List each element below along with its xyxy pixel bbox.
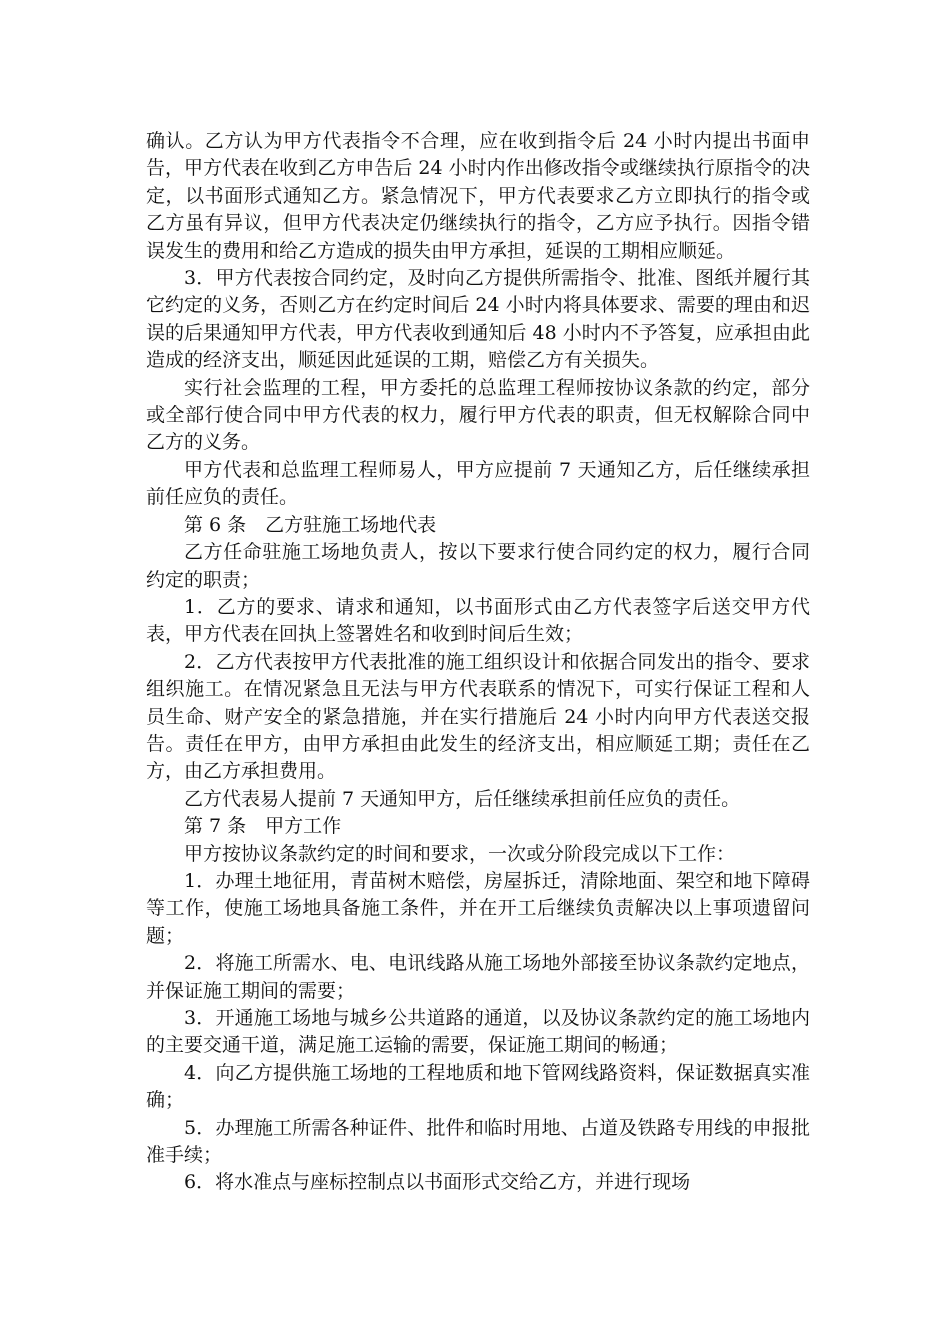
section-heading-article-7: 第 7 条 甲方工作 xyxy=(184,815,342,838)
paragraph-16: 5．办理施工所需各种证件、批件和临时用地、占道及铁路专用线的申报批准手续； xyxy=(146,1116,810,1167)
paragraph-15: 4．向乙方提供施工场地的工程地质和地下管网线路资料，保证数据真实准确； xyxy=(146,1061,810,1112)
paragraph-1: 确认。乙方认为甲方代表指令不合理，应在收到指令后 24 小时内提出书面申告，甲方代表在收到乙方申告后 24 小时内作出修改指令或继续执行原指令的决定，以书面形式通知乙方。紧急情况下，甲方代表要求乙方立即执行的指令或乙方虽有异议，但甲方代表决定仍继续执行的指令，乙方应予执行。因指令错误发生的费用和给乙方造成的损失由甲方承担，延误的工期相应顺延。 xyxy=(146,130,810,262)
section-heading-article-6: 第 6 条 乙方驻施工场地代表 xyxy=(184,513,437,536)
paragraph-3: 实行社会监理的工程，甲方委托的总监理工程师按协议条款的约定，部分或全部行使合同中甲方代表的权力，履行甲方代表的职责，但无权解除合同中乙方的义务。 xyxy=(146,376,810,454)
paragraph-6: 乙方任命驻施工场地负责人，按以下要求行使合同约定的权力，履行合同约定的职责； xyxy=(146,541,810,591)
paragraph-4: 甲方代表和总监理工程师易人，甲方应提前 7 天通知乙方，后任继续承担前任应负的责任。 xyxy=(146,458,810,509)
paragraph-7: 1．乙方的要求、请求和通知，以书面形式由乙方代表签字后送交甲方代表，甲方代表在回执上签署姓名和收到时间后生效； xyxy=(146,595,810,646)
paragraph-12: 1．办理土地征用，青苗树木赔偿，房屋拆迁，清除地面、架空和地下障碍等工作，使施工场地具备施工条件，并在开工后继续负责解决以上事项遗留问题； xyxy=(146,869,810,947)
paragraph-17: 6．将水准点与座标控制点以书面形式交给乙方，并进行现场 xyxy=(184,1171,691,1194)
paragraph-11: 甲方按协议条款约定的时间和要求，一次或分阶段完成以下工作： xyxy=(184,842,736,865)
paragraph-14: 3．开通施工场地与城乡公共道路的通道，以及协议条款约定的施工场地内的主要交通干道，满足施工运输的需要，保证施工期间的畅通； xyxy=(146,1007,810,1057)
paragraph-2: 3．甲方代表按合同约定，及时向乙方提供所需指令、批准、图纸并履行其它约定的义务，否则乙方在约定时间后 24 小时内将具体要求、需要的理由和迟误的后果通知甲方代表，甲方代表收到通知后 48 小时内不予答复，应承担由此造成的经济支出，顺延因此延误的工期，赔偿乙方有关损失。 xyxy=(146,267,810,372)
paragraph-9: 乙方代表易人提前 7 天通知甲方，后任继续承担前任应负的责任。 xyxy=(184,787,741,810)
paragraph-8: 2．乙方代表按甲方代表批准的施工组织设计和依据合同发出的指令、要求组织施工。在情况紧急且无法与甲方代表联系的情况下，可实行保证工程和人员生命、财产安全的紧急措施，并在实行措施后 24 小时内向甲方代表送交报告。责任在甲方，由甲方承担由此发生的经济支出，相应顺延工期；责任在乙方，由乙方承担费用。 xyxy=(146,650,810,783)
paragraph-13: 2．将施工所需水、电、电讯线路从施工场地外部接至协议条款约定地点，并保证施工期间的需要； xyxy=(146,952,810,1002)
document-body xyxy=(146,128,810,1197)
